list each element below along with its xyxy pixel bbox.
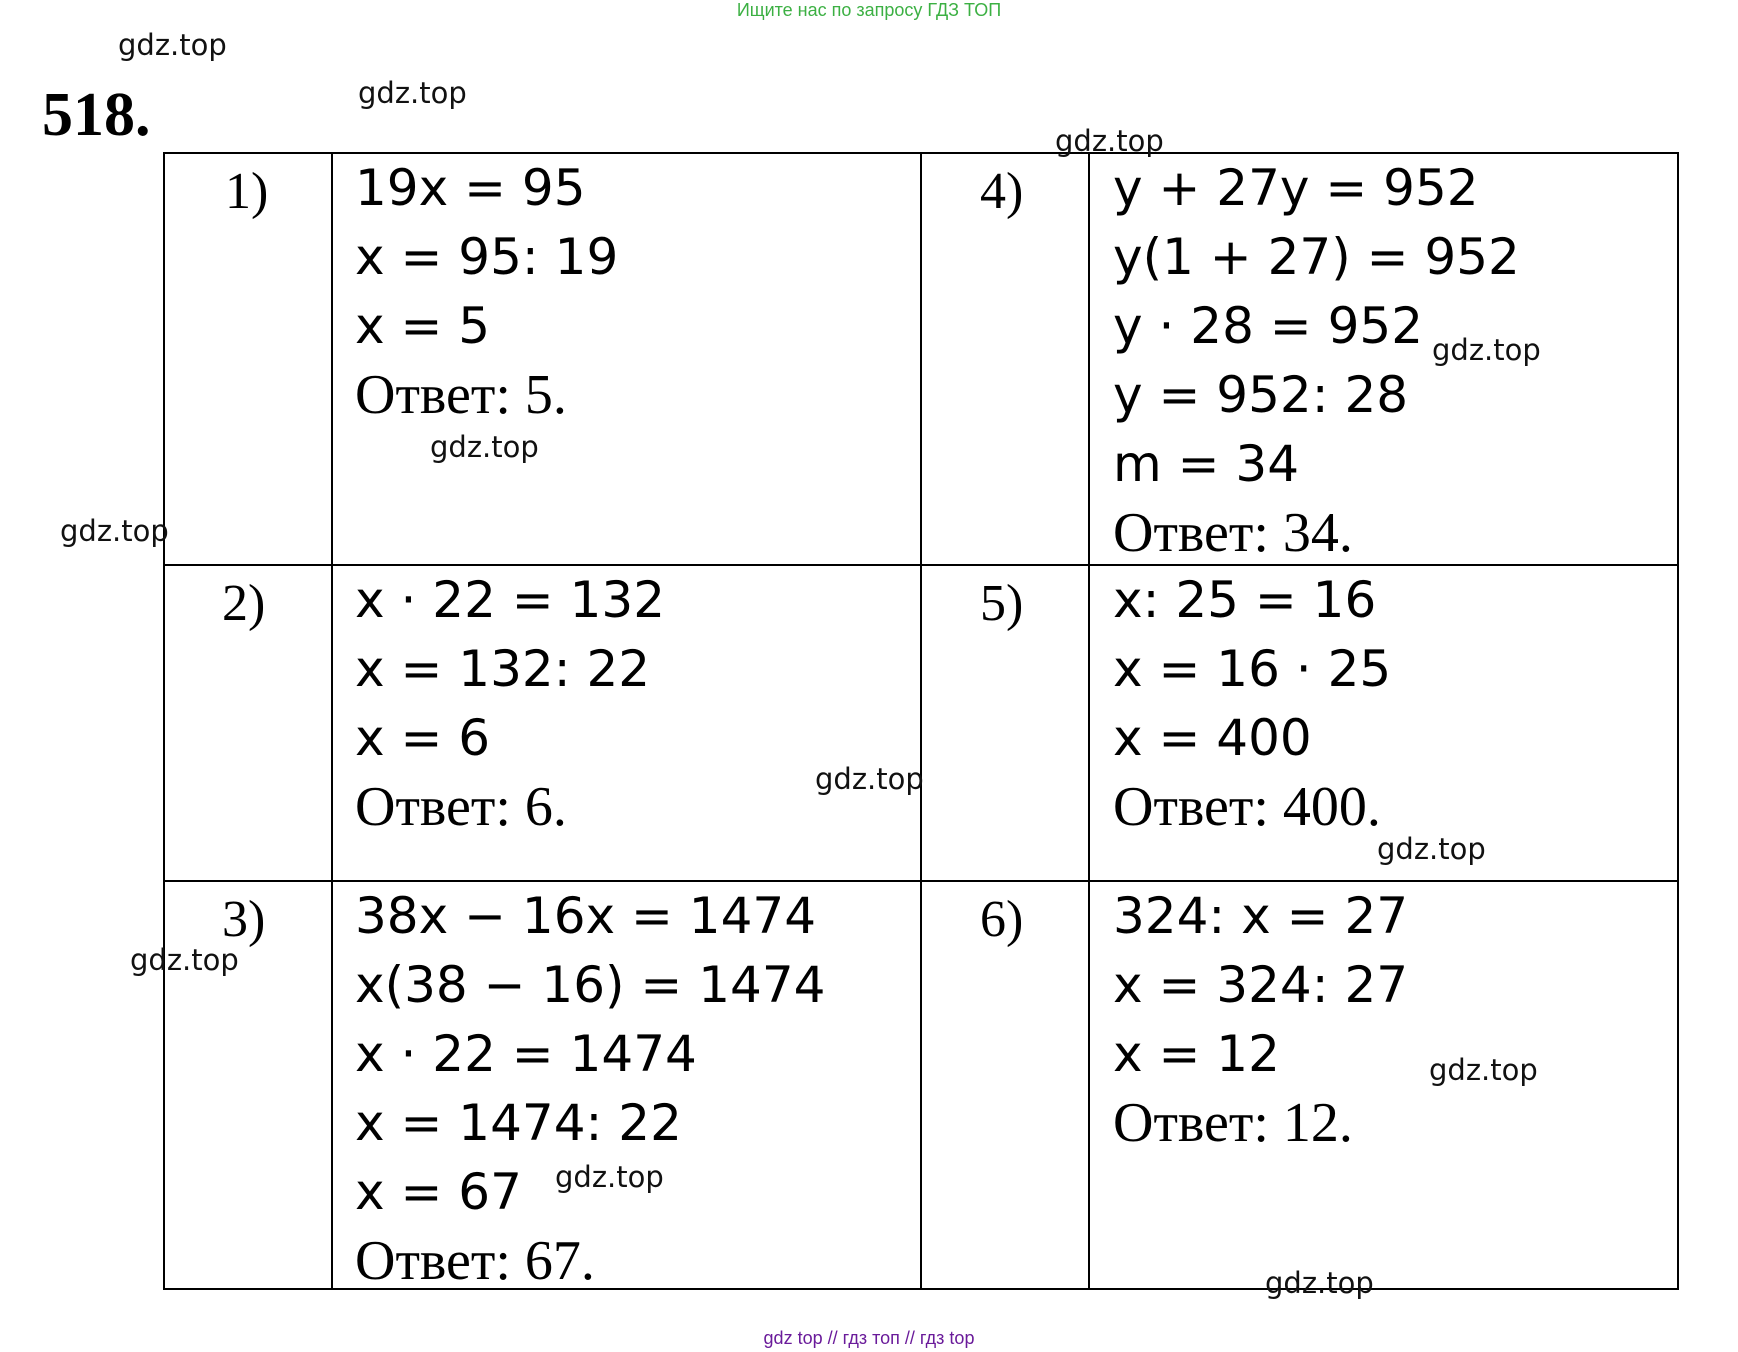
watermark: gdz.top <box>815 762 924 796</box>
item-number: 4) <box>980 163 1024 220</box>
equation-line: x: 25 = 16 <box>1113 571 1377 629</box>
equation-line: x · 22 = 1474 <box>355 1025 697 1083</box>
equation-line: 38x − 16x = 1474 <box>355 887 817 945</box>
equation-line: x · 22 = 132 <box>355 571 666 629</box>
item-number: 3) <box>222 891 266 948</box>
equation-line: y(1 + 27) = 952 <box>1113 228 1520 286</box>
answer-line: Ответ: 67. <box>355 1230 595 1292</box>
equation-line: y = 952: 28 <box>1113 366 1409 424</box>
equation-line: y · 28 = 952 <box>1113 297 1424 355</box>
watermark: gdz.top <box>1265 1266 1374 1300</box>
watermark: gdz.top <box>60 514 169 548</box>
answer-line: Ответ: 400. <box>1113 776 1381 838</box>
watermark: gdz.top <box>1432 333 1541 367</box>
equation-line: 324: x = 27 <box>1113 887 1409 945</box>
watermark: gdz.top <box>1377 832 1486 866</box>
solutions-table <box>163 152 1679 1290</box>
equation-line: x = 5 <box>355 297 491 355</box>
answer-line: Ответ: 6. <box>355 776 567 838</box>
header-note[interactable]: Ищите нас по запросу ГДЗ ТОП <box>736 0 1002 20</box>
watermark: gdz.top <box>118 28 227 62</box>
table-divider <box>920 154 922 1288</box>
equation-line: 19x = 95 <box>355 159 586 217</box>
equation-line: x = 95: 19 <box>355 228 619 286</box>
equation-line: x = 16 · 25 <box>1113 640 1392 698</box>
equation-line: m = 34 <box>1113 435 1300 493</box>
watermark: gdz.top <box>430 430 539 464</box>
table-divider <box>1088 154 1090 1288</box>
table-divider <box>331 154 333 1288</box>
watermark: gdz.top <box>1429 1053 1538 1087</box>
equation-line: x = 400 <box>1113 709 1312 767</box>
watermark: gdz.top <box>555 1160 664 1194</box>
solution-5 <box>1113 566 1391 842</box>
item-number: 5) <box>980 575 1024 632</box>
answer-line: Ответ: 5. <box>355 364 567 426</box>
watermark: gdz.top <box>1055 124 1164 158</box>
watermark: gdz.top <box>358 76 467 110</box>
equation-line: x = 12 <box>1113 1025 1280 1083</box>
item-number: 2) <box>222 575 266 632</box>
answer-line: Ответ: 12. <box>1113 1092 1353 1154</box>
footer-note[interactable]: gdz top // гдз топ // гдз top <box>763 1328 975 1348</box>
problem-number: 518. <box>42 81 151 149</box>
item-number: 1) <box>225 163 269 220</box>
equation-line: x = 6 <box>355 709 491 767</box>
equation-line: x(38 − 16) = 1474 <box>355 956 826 1014</box>
watermark: gdz.top <box>130 943 239 977</box>
equation-line: x = 324: 27 <box>1113 956 1409 1014</box>
solution-1 <box>355 154 618 430</box>
item-number: 6) <box>980 891 1024 948</box>
solution-3 <box>355 882 825 1296</box>
equation-line: x = 1474: 22 <box>355 1094 682 1152</box>
answer-line: Ответ: 34. <box>1113 502 1353 564</box>
equation-line: x = 132: 22 <box>355 640 651 698</box>
equation-line: x = 67 <box>355 1163 522 1221</box>
solution-6 <box>1113 882 1408 1158</box>
equation-line: y + 27y = 952 <box>1113 159 1479 217</box>
solution-2 <box>355 566 665 842</box>
